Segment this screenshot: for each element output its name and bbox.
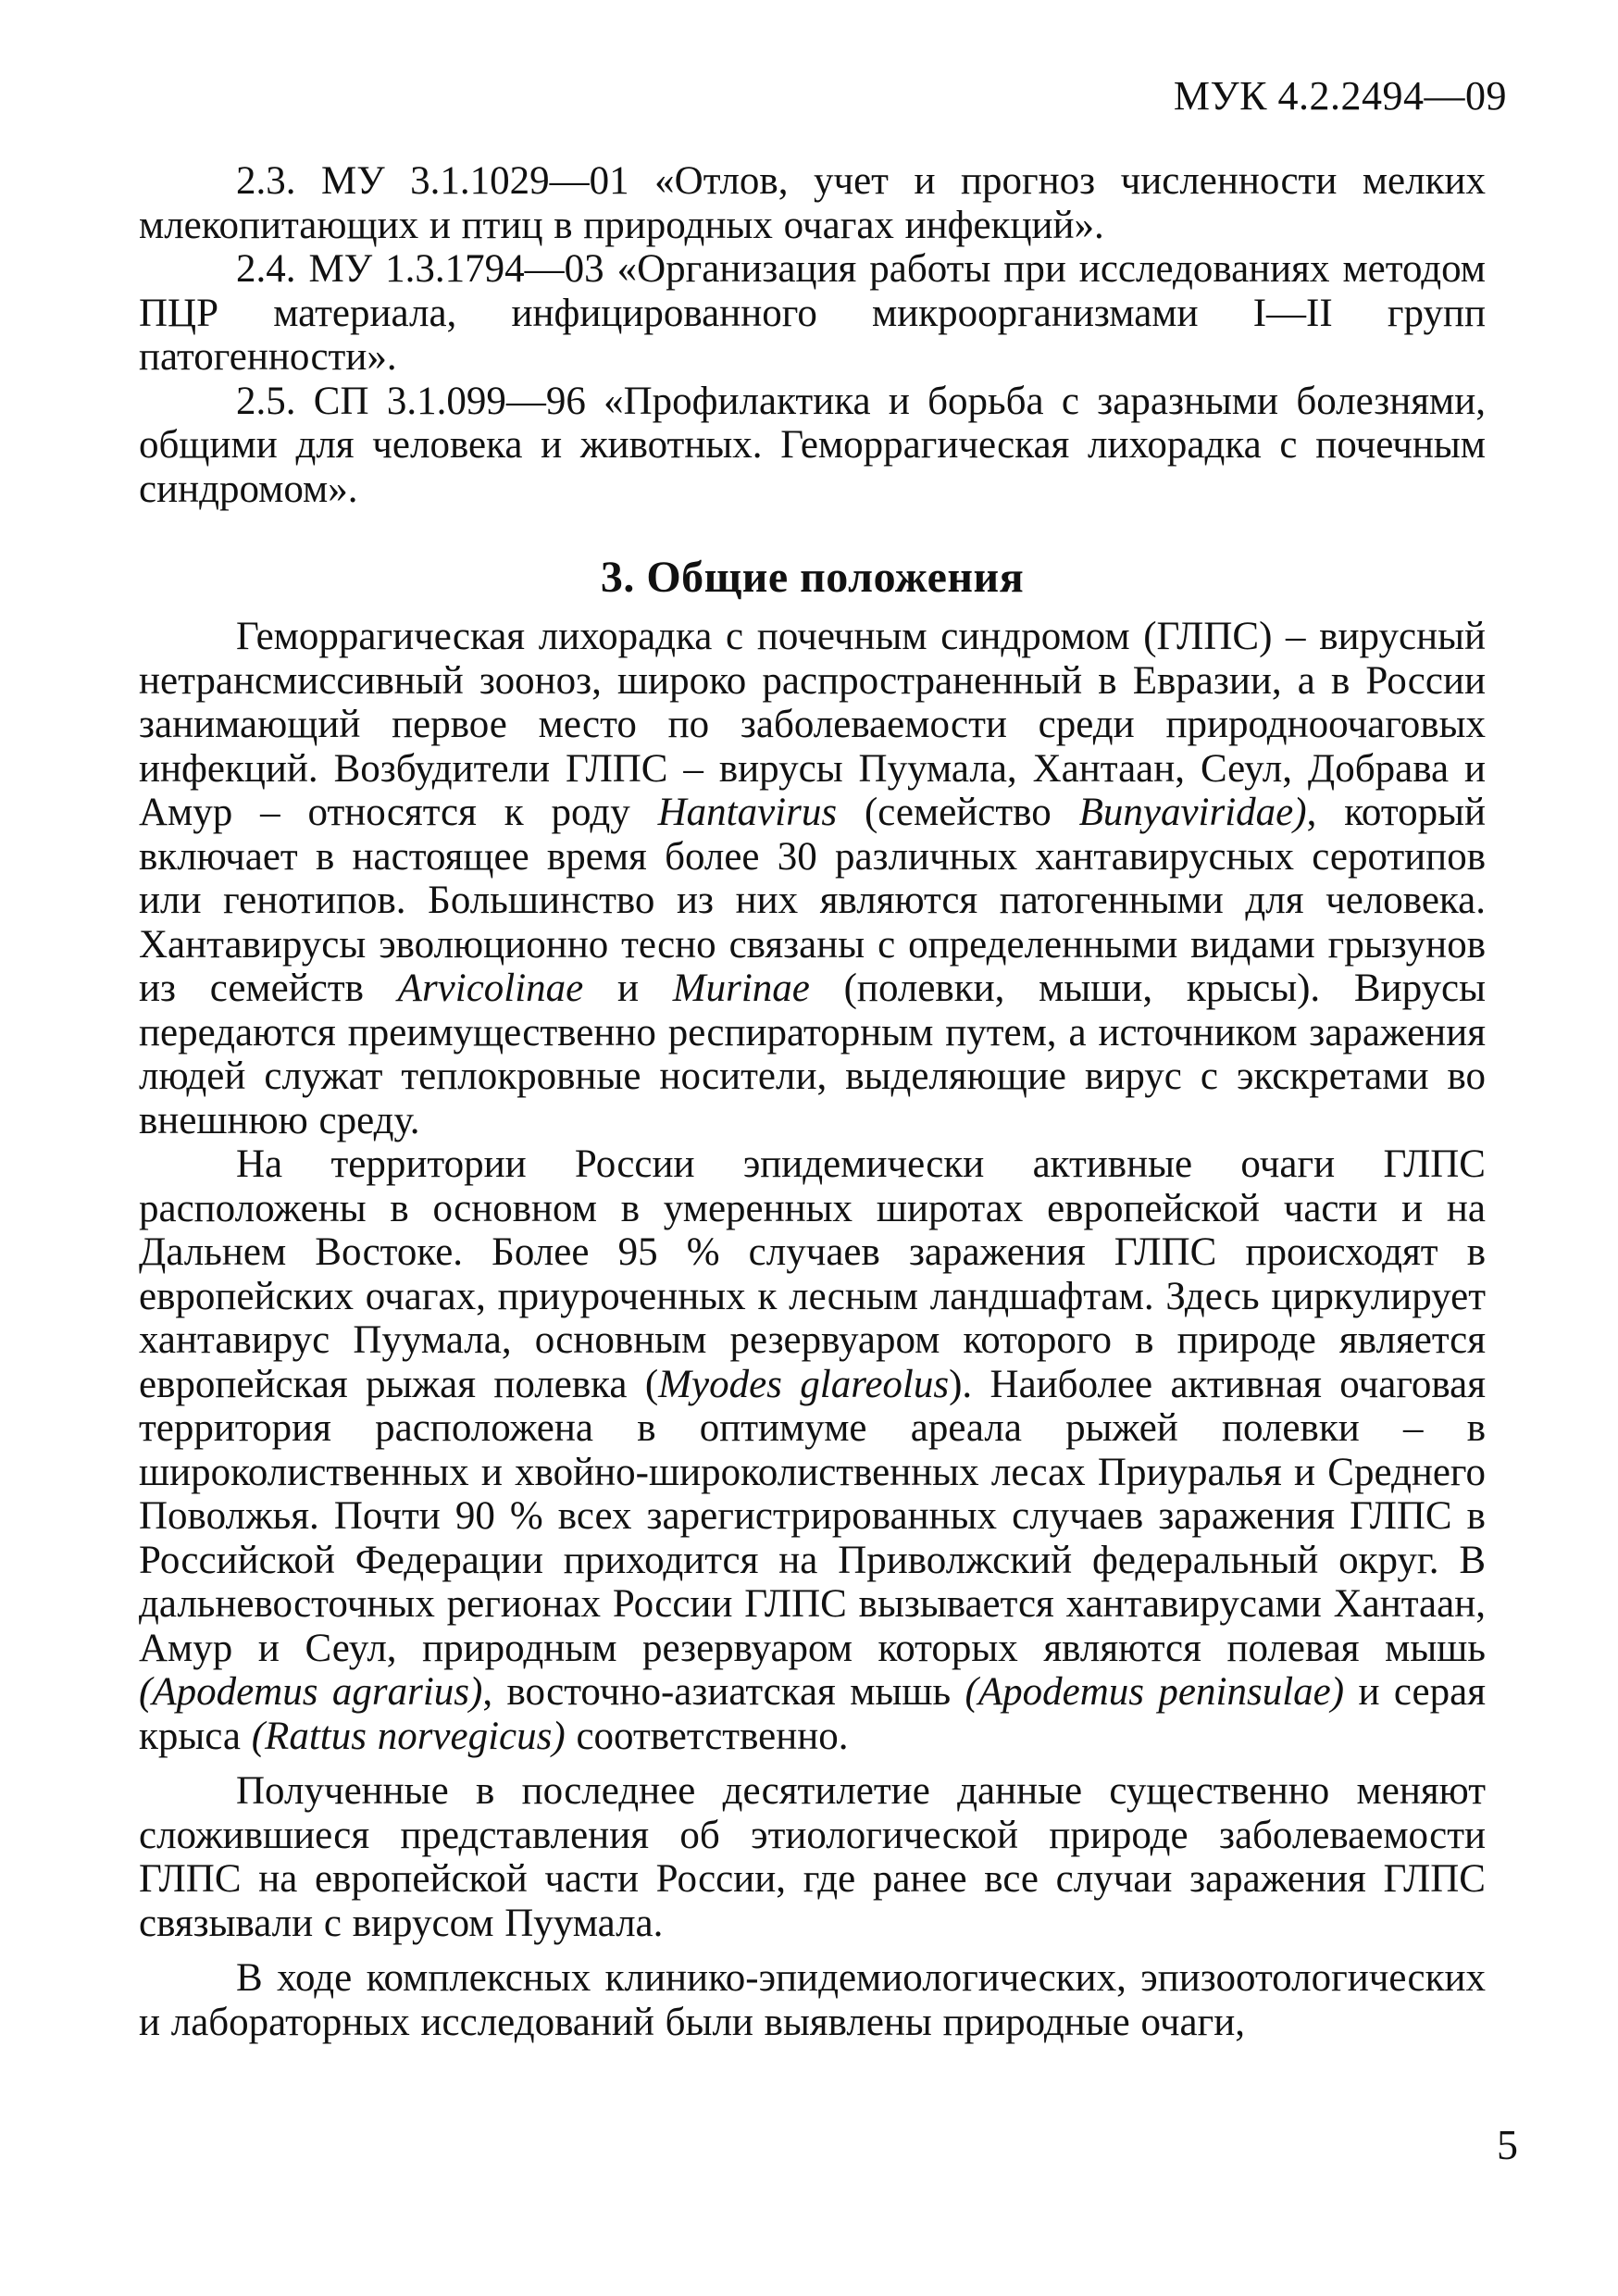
page-body bbox=[139, 159, 1486, 2044]
text-run: соответственно. bbox=[565, 1714, 849, 1758]
text-run: и серая крыса bbox=[139, 1670, 1486, 1758]
text-run: и bbox=[583, 967, 673, 1010]
paragraph-research: В ходе комплексных клинико-эпидемиологических, эпизоотологических и лабораторных исследований были выявлены природные очаги, bbox=[139, 1956, 1486, 2044]
latin-species-name: (Rattus norvegicus) bbox=[251, 1714, 566, 1758]
text-run: (семейство bbox=[837, 791, 1079, 834]
latin-family-name: Murinae bbox=[672, 967, 810, 1010]
latin-species-name: (Apodemus agrarius) bbox=[139, 1670, 483, 1714]
text-run: , восточно-азиатская мышь bbox=[482, 1670, 965, 1714]
page-number: 5 bbox=[1497, 2121, 1518, 2168]
paragraph-etiology bbox=[139, 615, 1486, 1142]
paragraph-distribution bbox=[139, 1142, 1486, 1758]
text-run: (полевки, мыши, крысы). Вирусы передаются преимущественно респираторным путем, а источником заражения людей служат теплокровные носители, выделяющие вирус с экскретами во внешнюю среду. bbox=[139, 967, 1487, 1142]
latin-species-name: (Apodemus peninsulae) bbox=[965, 1670, 1345, 1714]
reference-item: 2.3. МУ 3.1.1029—01 «Отлов, учет и прогноз численности мелких млекопитающих и птиц в природных очагах инфекций». bbox=[139, 159, 1486, 247]
text-run: , который включает в настоящее время более 30 различных хантавирусных серотипов или генотипов. Большинство из них являются патогенными для человека. Хантавирусы эволюционно тесно связаны с определенными видами грызунов из семейств bbox=[139, 791, 1486, 1010]
text-run: На территории России эпидемически активные очаги ГЛПС расположены в основном в умеренных широтах европейской части и на Дальнем Востоке. Более 95 % случаев заражения ГЛПС происходят в европейских очагах, приуроченных к лесным ландшафтам. Здесь циркулирует хантавирус Пуумала, основным резервуаром которого в природе является европейская рыжая полевка ( bbox=[139, 1142, 1486, 1406]
reference-item: 2.4. МУ 1.3.1794—03 «Организация работы при исследованиях методом ПЦР материала, инфицированного микроорганизмами I—II групп патогенности». bbox=[139, 247, 1486, 379]
section-title: 3. Общие положения bbox=[600, 553, 1025, 602]
paragraph-new-data: Полученные в последнее десятилетие данные существенно меняют сложившиеся представления об этиологической природе заболеваемости ГЛПС на европейской части России, где ранее все случаи заражения ГЛПС связывали с вирусом Пуумала. bbox=[139, 1769, 1486, 1945]
latin-genus-name: Hantavirus bbox=[657, 791, 838, 834]
latin-species-name: Myodes glareolus bbox=[658, 1362, 950, 1406]
document-code-header: МУК 4.2.2494—09 bbox=[1173, 73, 1507, 119]
latin-family-name: Bunyaviridae) bbox=[1078, 791, 1307, 834]
latin-family-name: Arvicolinae bbox=[397, 967, 584, 1010]
reference-item: 2.5. СП 3.1.099—96 «Профилактика и борьба с заразными болезнями, общими для человека и животных. Геморрагическая лихорадка с почечным синдромом». bbox=[139, 379, 1486, 511]
text-run: Геморрагическая лихорадка с почечным синдромом (ГЛПС) – вирусный нетрансмиссивный зооноз, широко распространенный в Евразии, а в России занимающий первое место по заболеваемости среди природноочаговых инфекций. Возбудители ГЛПС – вирусы Пуумала, Хантаан, Сеул, Добрава и Амур – относятся к роду bbox=[139, 615, 1486, 834]
text-run: ). Наиболее активная очаговая территория расположена в оптимуме ареала рыжей полевки – в широколиственных и хвойно-широколиственных лесах Приуралья и Среднего Поволжья. Почти 90 % всех зарегистрированных случаев заражения ГЛПС в Российской Федерации приходится на Приволжский федеральный округ. В дальневосточных регионах России ГЛПС вызывается хантавирусами Хантаан, Амур и Сеул, природным резервуаром которых являются полевая мышь bbox=[139, 1362, 1486, 1670]
